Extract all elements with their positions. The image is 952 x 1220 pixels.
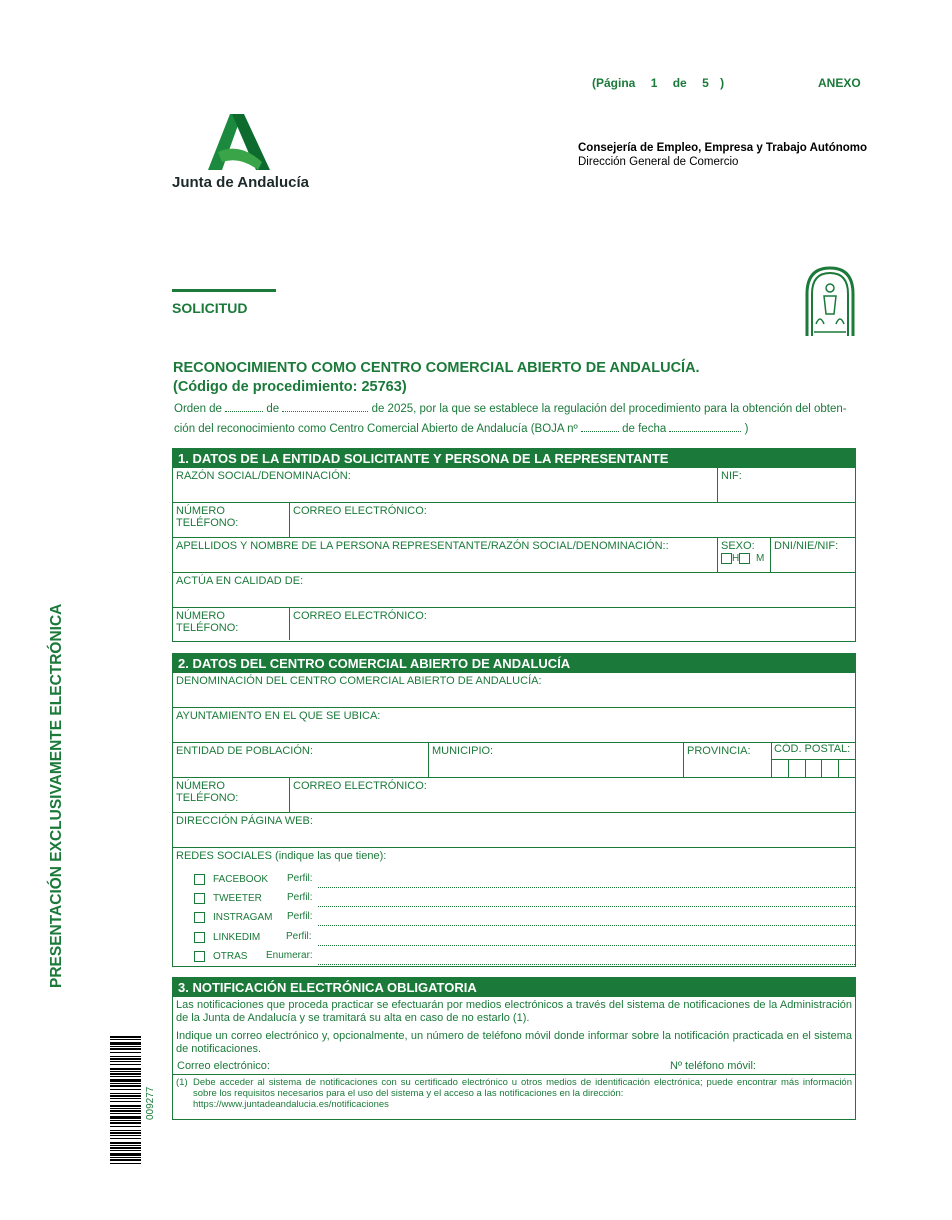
barcode <box>110 1036 141 1164</box>
otras-enumerar-label: Enumerar: <box>266 950 313 961</box>
phone-label-2: NÚMERO TELÉFONO: <box>176 610 239 634</box>
phone-field-1[interactable] <box>173 503 289 537</box>
section-2 <box>172 653 856 967</box>
instagram-perfil-label: Perfil: <box>287 911 313 922</box>
provincia-field[interactable] <box>683 743 771 777</box>
escudo-icon <box>804 266 856 338</box>
notif-email-field[interactable] <box>177 1060 270 1072</box>
orden-t1: Orden de <box>174 403 222 415</box>
notif-paragraph-1: Las notificaciones que proceda practicar se efectuarán por medios electrónicos a través del sistema de notificaciones de la Administración de la Junta de Andalucía y se tramitará su alta en caso de no estarlo (1). <box>176 999 852 1024</box>
row-web <box>173 812 855 847</box>
section-1 <box>172 448 856 642</box>
orden-t6: ) <box>744 423 749 435</box>
page-prefix: (Página <box>592 76 636 90</box>
notif-paragraph-2: Indique un correo electrónico y, opcionalmente, un número de teléfono móvil donde informar sobre la notificación practicada en el sistema de notificaciones. <box>176 1030 852 1055</box>
orden-t4: ción del reconocimiento como Centro Comercial Abierto de Andalucía (BOJA nº <box>174 423 578 435</box>
otras-label: OTRAS <box>213 951 248 962</box>
footnote-number: (1) <box>176 1077 188 1088</box>
notif-mobile-label: Nº teléfono móvil: <box>670 1060 756 1072</box>
barcode-number: 009277 <box>145 1086 156 1120</box>
page-de: de <box>672 76 687 90</box>
orden-t5: de fecha <box>622 423 667 435</box>
row-redes <box>173 847 855 964</box>
phone-label-1: NÚMERO TELÉFONO: <box>176 505 239 529</box>
sexo-m-checkbox[interactable] <box>739 553 750 564</box>
linkedin-checkbox[interactable] <box>194 932 205 943</box>
phone-field-3[interactable] <box>173 778 289 812</box>
section-1-heading: 1. DATOS DE LA ENTIDAD SOLICITANTE Y PERSONA DE LA REPRESENTANTE <box>173 449 855 468</box>
email-field-1[interactable] <box>289 503 855 537</box>
row-representante <box>173 537 855 572</box>
ayuntamiento-label: AYUNTAMIENTO EN EL QUE SE UBICA: <box>176 710 381 722</box>
title-line-1: RECONOCIMIENTO COMO CENTRO COMERCIAL ABIERTO DE ANDALUCÍA. <box>173 360 700 376</box>
row-contact-2 <box>173 607 855 640</box>
section-3 <box>172 977 856 1120</box>
representante-label: APELLIDOS Y NOMBRE DE LA PERSONA REPRESENTANTE/RAZÓN SOCIAL/DENOMINACIÓN:: <box>176 540 669 552</box>
email-label-2: CORREO ELECTRÓNICO: <box>293 610 427 622</box>
facebook-label: FACEBOOK <box>213 874 269 885</box>
otras-enumerar-field[interactable] <box>318 952 855 965</box>
phone-field-2[interactable] <box>173 608 289 640</box>
orden-t3: de 2025, por la que se establece la regulación del procedimiento para la obtención del obten- <box>371 403 847 415</box>
entidad-field[interactable] <box>173 743 428 777</box>
dni-label: DNI/NIE/NIF: <box>774 540 839 552</box>
row-contact-1 <box>173 502 855 537</box>
social-facebook <box>194 873 283 887</box>
procedure-code: (Código de procedimiento: 25763) <box>173 379 407 395</box>
orden-day-field[interactable] <box>225 399 263 412</box>
municipio-label: MUNICIPIO: <box>432 745 494 757</box>
representante-field[interactable] <box>173 538 717 572</box>
consejeria-name: Consejería de Empleo, Empresa y Trabajo Autónomo <box>578 142 868 154</box>
nif-label: NIF: <box>721 470 742 482</box>
actua-label: ACTÚA EN CALIDAD DE: <box>176 575 304 587</box>
orden-month-field[interactable] <box>282 399 368 412</box>
instagram-checkbox[interactable] <box>194 912 205 923</box>
social-linkedin <box>194 931 283 945</box>
solicitud-heading: SOLICITUD <box>172 300 248 316</box>
social-instagram <box>194 911 283 925</box>
presentacion-electronica-label: PRESENTACIÓN EXCLUSIVAMENTE ELECTRÓNICA <box>48 603 65 988</box>
notif-mobile-field[interactable] <box>670 1060 756 1072</box>
sexo-m-label: M <box>756 553 765 565</box>
phone-label-3: NÚMERO TELÉFONO: <box>176 780 239 804</box>
tweeter-label: TWEETER <box>213 893 262 904</box>
sexo-group <box>717 538 770 572</box>
row-contact-3 <box>173 777 855 812</box>
row-denominacion <box>173 673 855 707</box>
direccion-general: Dirección General de Comercio <box>578 156 739 168</box>
sexo-label: SEXO: <box>721 540 755 552</box>
cp-label: CÓD. POSTAL: <box>774 743 851 755</box>
denominacion-label: DENOMINACIÓN DEL CENTRO COMERCIAL ABIERTO DE ANDALUCÍA: <box>176 675 542 687</box>
cp-boxes[interactable] <box>772 759 855 777</box>
nif-field[interactable] <box>717 468 855 502</box>
redes-label-cell <box>173 848 855 864</box>
sexo-h-label: H <box>732 553 740 565</box>
facebook-perfil-label: Perfil: <box>287 873 313 884</box>
footnote-text: Debe acceder al sistema de notificaciones con su certificado electrónico u otros medios de identificación electrónica; puede encontrar más información sobre los requisitos necesarios para el uso del sistema y el acceso a las notificaciones en la dirección: <box>193 1077 852 1099</box>
anexo-label: ANEXO <box>818 76 861 90</box>
entidad-label: ENTIDAD DE POBLACIÓN: <box>176 745 313 757</box>
linkedin-perfil-field[interactable] <box>318 933 855 946</box>
denominacion-field[interactable] <box>173 673 855 707</box>
dni-field[interactable] <box>770 538 855 572</box>
orden-text <box>174 399 854 439</box>
page-indicator <box>592 76 724 90</box>
email-field-2[interactable] <box>289 608 855 640</box>
section-3-heading: 3. NOTIFICACIÓN ELECTRÓNICA OBLIGATORIA <box>173 978 855 997</box>
web-label: DIRECCIÓN PÁGINA WEB: <box>176 815 313 827</box>
facebook-perfil-field[interactable] <box>318 875 855 888</box>
row-razon <box>173 468 855 502</box>
tweeter-checkbox[interactable] <box>194 893 205 904</box>
redes-label: REDES SOCIALES (indique las que tiene): <box>176 850 387 862</box>
tweeter-perfil-field[interactable] <box>318 894 855 907</box>
notif-contact-row <box>173 1058 855 1075</box>
provincia-label: PROVINCIA: <box>687 745 751 757</box>
linkedin-label: LINKEDIM <box>213 932 261 943</box>
tweeter-perfil-label: Perfil: <box>287 892 313 903</box>
razon-label: RAZÓN SOCIAL/DENOMINACIÓN: <box>176 470 351 482</box>
facebook-checkbox[interactable] <box>194 874 205 885</box>
divider <box>172 289 276 292</box>
actua-field[interactable] <box>173 573 855 607</box>
instagram-label: INSTRAGAM <box>213 912 273 923</box>
row-actua <box>173 572 855 607</box>
cp-field[interactable] <box>771 743 855 777</box>
web-field[interactable] <box>173 813 855 847</box>
linkedin-perfil-label: Perfil: <box>286 931 312 942</box>
razon-social-field[interactable] <box>173 468 717 502</box>
instagram-perfil-field[interactable] <box>318 913 855 926</box>
email-label-3: CORREO ELECTRÓNICO: <box>293 780 427 792</box>
page-suffix: ) <box>720 76 725 90</box>
logo-text: Junta de Andalucía <box>172 174 309 191</box>
row-ayuntamiento <box>173 707 855 742</box>
boja-number-field[interactable] <box>581 419 619 432</box>
row-location <box>173 742 855 777</box>
sexo-h-checkbox[interactable] <box>721 553 732 564</box>
page-total: 5 <box>702 76 709 90</box>
form-title <box>173 359 700 397</box>
social-tweeter <box>194 892 283 906</box>
ayuntamiento-field[interactable] <box>173 708 855 742</box>
notif-footnote <box>173 1075 855 1110</box>
section-2-heading: 2. DATOS DEL CENTRO COMERCIAL ABIERTO DE ANDALUCÍA <box>173 654 855 673</box>
municipio-field[interactable] <box>428 743 683 777</box>
notificaciones-link[interactable]: https://www.juntadeandalucia.es/notificaciones <box>193 1099 389 1110</box>
junta-logo-icon <box>170 112 320 174</box>
email-field-3[interactable] <box>289 778 855 812</box>
notif-email-label: Correo electrónico: <box>177 1060 270 1072</box>
page-current: 1 <box>650 76 658 90</box>
boja-date-field[interactable] <box>669 419 741 432</box>
consejeria-block <box>578 141 867 169</box>
otras-checkbox[interactable] <box>194 951 205 962</box>
email-label-1: CORREO ELECTRÓNICO: <box>293 505 427 517</box>
orden-t2: de <box>266 403 280 415</box>
